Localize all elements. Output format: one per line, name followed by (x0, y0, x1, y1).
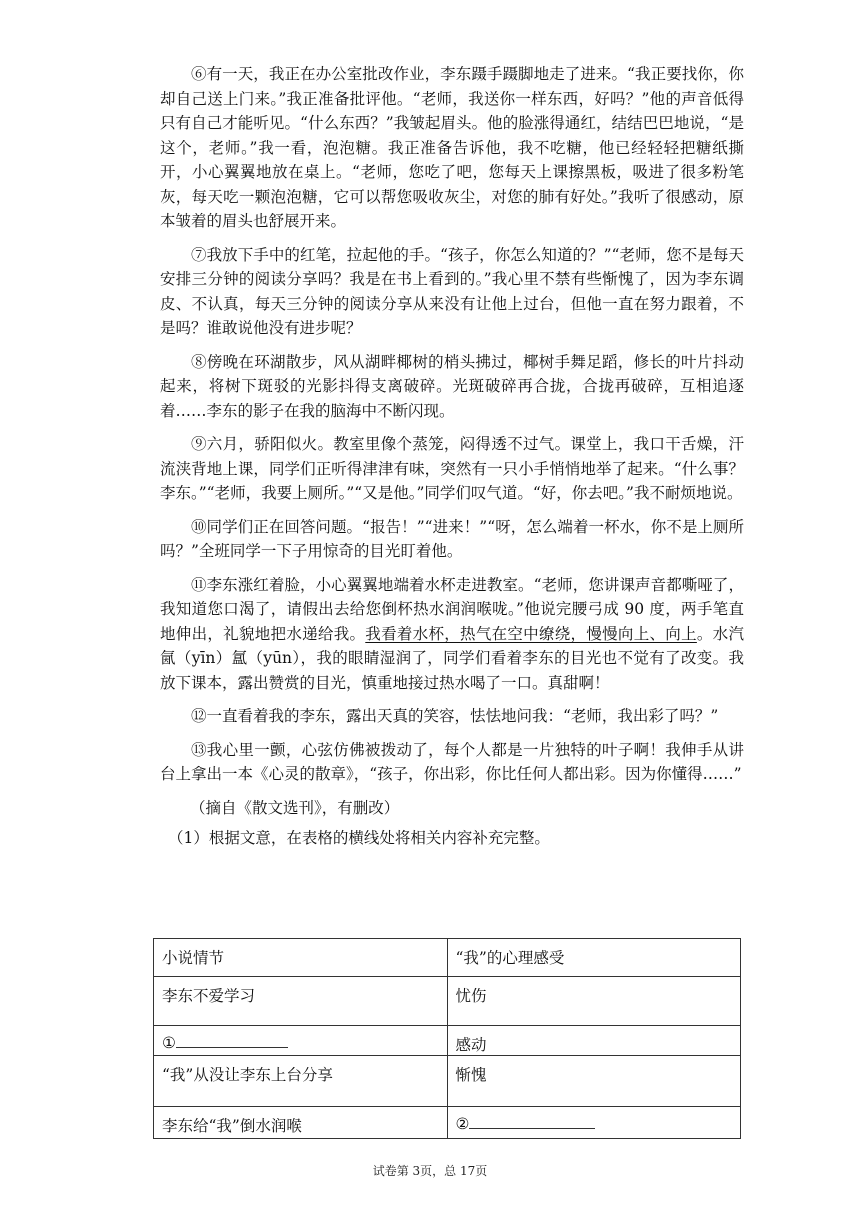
answer-table (153, 938, 741, 1139)
answer-blank-1[interactable] (176, 1033, 288, 1048)
answer-blank-2[interactable] (469, 1114, 595, 1129)
table-row (154, 977, 741, 1026)
table-cell (154, 1026, 448, 1056)
paragraph-11-text-a: ⑪李东涨红着脸，小心翼翼地端着水杯走进教室。“老师，您讲课声音都嘶哑了，我知道您口渴了，请假出去给您倒杯热水润润喉咙。”他说完腰弓成 90 度，两手笔直地伸出，礼貌地把水递给我。 (160, 575, 744, 643)
paragraph-11-text-b: 。水汽氤（yīn）氲（yūn），我的眼睛湿润了，同学们看着李东的目光也不觉有了改变。我放下课本，露出赞赏的目光，慎重地接过热水喝了一口。真甜啊！ (160, 624, 744, 692)
paragraph-12: ⑫一直看着我的李东，露出天真的笑容，怯怯地问我：“老师，我出彩了吗？” (191, 707, 719, 725)
blank-label-2: ② (455, 1115, 470, 1133)
source-note: （摘自《散文选刊》，有删改） (190, 798, 400, 817)
table-cell: 感动 (447, 1026, 741, 1056)
paragraph-9: ⑨六月，骄阳似火。教室里像个蒸笼，闷得透不过气。课堂上，我口干舌燥，汗流浃背地上课，同学们正听得津津有味，突然有一只小手悄悄地举了起来。“什么事？李东。”“老师，我要上厕所。”“又是他。”同学们叹气道。“好，你去吧。”我不耐烦地说。 (160, 435, 744, 502)
table-cell: 李东给“我”倒水润喉 (154, 1107, 448, 1139)
blank-label-1: ① (162, 1034, 176, 1052)
table-cell: “我”从没让李东上台分享 (154, 1056, 448, 1107)
table-header-cell: “我”的心理感受 (447, 939, 741, 977)
underlined-sentence: 我看着水杯，热气在空中缭绕，慢慢向上、向上 (365, 624, 697, 643)
table-cell (447, 1107, 741, 1139)
paragraph-13: ⑬我心里一颤，心弦仿佛被拨动了，每个人都是一片独特的叶子啊！我伸手从讲台上拿出一本《心灵的散章》，“孩子，你出彩，你比任何人都出彩。因为你懂得……” (160, 740, 744, 783)
paragraph-8: ⑧傍晚在环湖散步，风从湖畔椰树的梢头拂过，椰树手舞足蹈，修长的叶片抖动起来，将树下斑驳的光影抖得支离破碎。光斑破碎再合拢，合拢再破碎，互相追逐着……李东的影子在我的脑海中不断闪现。 (160, 352, 744, 420)
table-header-cell: 小说情节 (154, 939, 448, 977)
page-footer: 试卷第 3页，总 17页 (372, 1164, 488, 1178)
table-header-row (154, 939, 741, 977)
question-1: （1）根据文意，在表格的横线处将相关内容补充完整。 (168, 828, 550, 847)
table-cell: 忧伤 (447, 977, 741, 1026)
table-row (154, 1107, 741, 1139)
table-cell: 惭愧 (447, 1056, 741, 1107)
paragraph-10: ⑩同学们正在回答问题。“报告！”“进来！”“呀，怎么端着一杯水，你不是上厕所吗？”全班同学一下子用惊奇的目光盯着他。 (160, 517, 744, 560)
paragraph-6: ⑥有一天，我正在办公室批改作业，李东蹑手蹑脚地走了进来。“我正要找你，你却自己送上门来。”我正准备批评他。“老师，我送你一样东西，好吗？”他的声音低得只有自己才能听见。“什么东西？”我皱起眉头。他的脸涨得通红，结结巴巴地说，“是这个，老师。”我一看，泡泡糖。我正准备告诉他，我不吃糖，他已经轻轻把糖纸撕开，小心翼翼地放在桌上。“老师，您吃了吧，您每天上课擦黑板，吸进了很多粉笔灰，每天吃一颗泡泡糖，它可以帮您吸收灰尘，对您的肺有好处。”我听了很感动，原本皱着的眉头也舒展开来。 (160, 65, 744, 230)
paragraph-11 (160, 573, 744, 696)
article-body (160, 62, 744, 850)
table-row (154, 1026, 741, 1056)
table-row (154, 1056, 741, 1107)
paragraph-7: ⑦我放下手中的红笔，拉起他的手。“孩子，你怎么知道的？”“老师，您不是每天安排三分钟的阅读分享吗？我是在书上看到的。”我心里不禁有些惭愧了，因为李东调皮、不认真，每天三分钟的阅读分享从来没有让他上过台，但他一直在努力跟着，不是吗？谁敢说他没有进步呢？ (160, 245, 744, 337)
table-cell: 李东不爱学习 (154, 977, 448, 1026)
